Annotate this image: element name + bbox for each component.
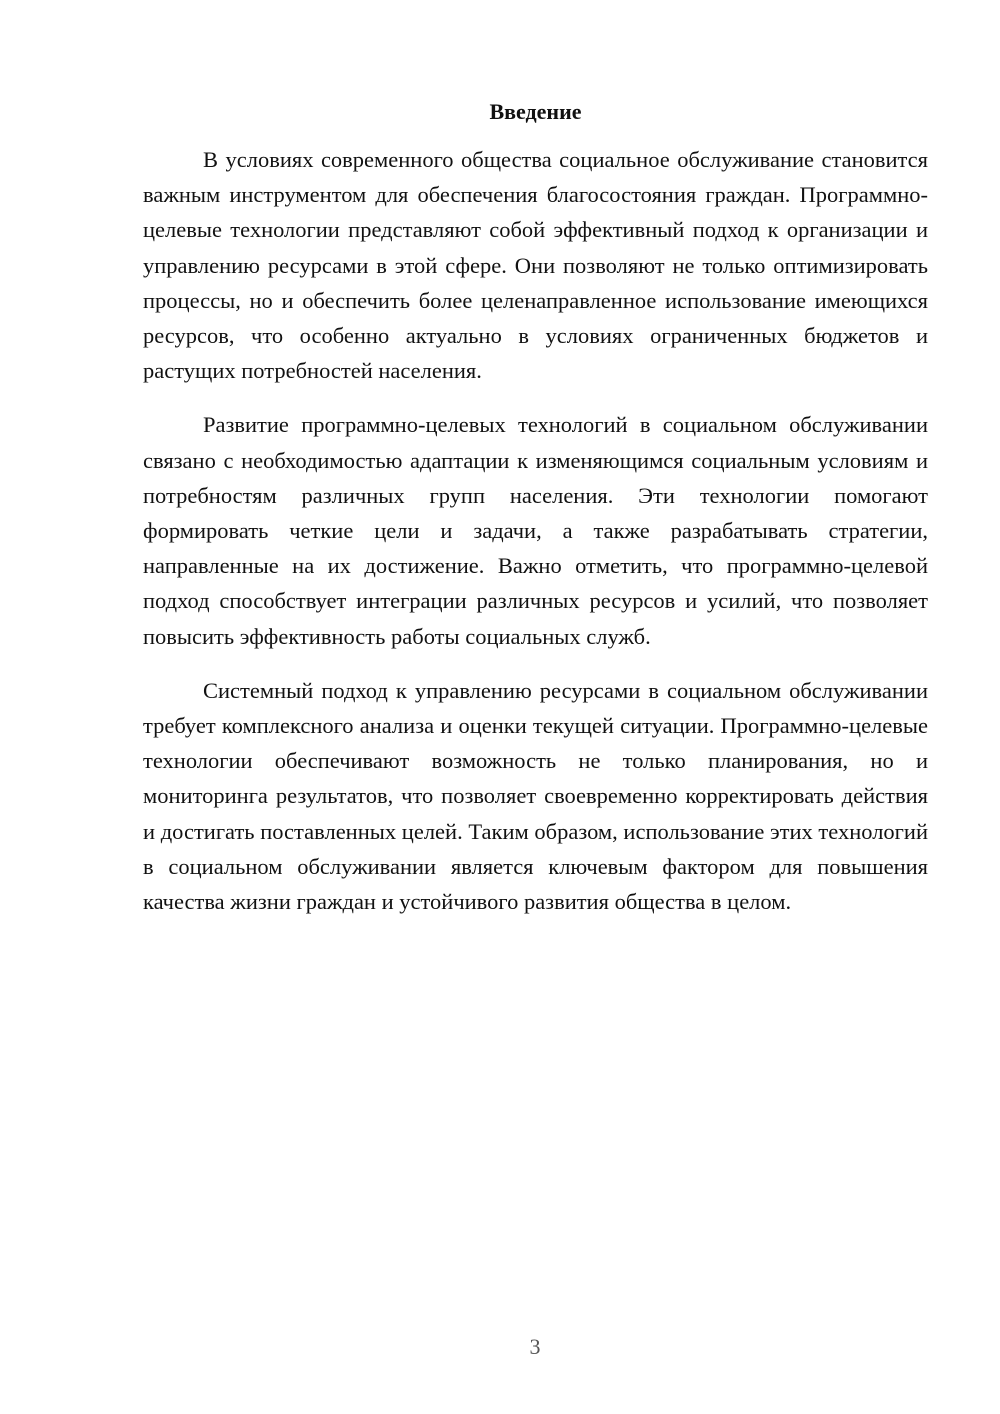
page-number: 3 [529, 1334, 541, 1359]
paragraph-2: Развитие программно-целевых технологий в социальном обслуживании связано с необходимостью адаптации к изменяющимся социальным условиям и потребностям различных групп населения. Эти технологии помогают формировать четкие цели и задачи, а также разрабатывать стратегии, направленные на их достижение. Важно отметить, что программно-целевой подход способствует интеграции различных ресурсов и усилий, что позволяет повысить эффективность работы социальных служб. [143, 412, 928, 649]
paragraph-1: В условиях современного общества социальное обслуживание становится важным инструментом для обеспечения благосостояния граждан. Программно-целевые технологии представляют собой эффективный подход к организации и управлению ресурсами в этой сфере. Они позволяют не только оптимизировать процессы, но и обеспечить более целенаправленное использование имеющихся ресурсов, что особенно актуально в условиях ограниченных бюджетов и растущих потребностей населения. [143, 147, 928, 384]
body-text [143, 142, 928, 938]
paragraph-3: Системный подход к управлению ресурсами в социальном обслуживании требует комплексного анализа и оценки текущей ситуации. Программно-целевые технологии обеспечивают возможность не только планирования, но и мониторинга результатов, что позволяет своевременно корректировать действия и достигать поставленных целей. Таким образом, использование этих технологий в социальном обслуживании является ключевым фактором для повышения качества жизни граждан и устойчивого развития общества в целом. [143, 677, 928, 915]
page-title: Введение [489, 99, 582, 124]
